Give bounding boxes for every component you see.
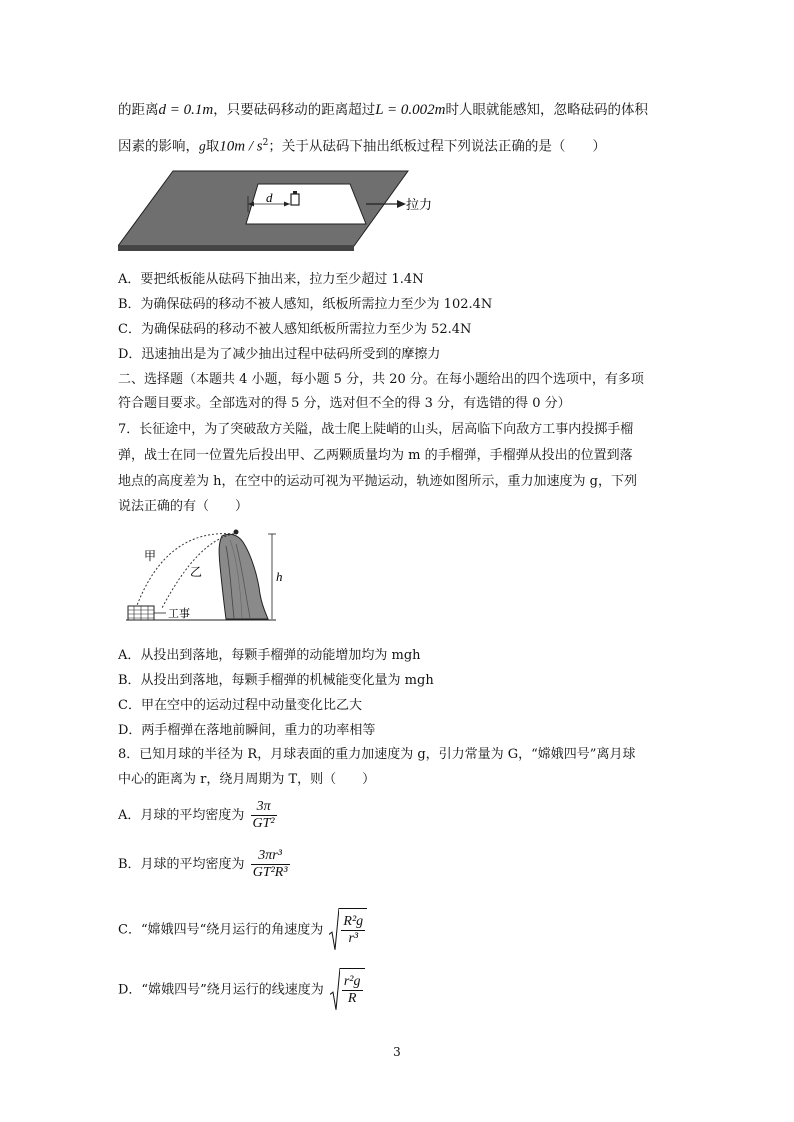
q8-option-a: A．月球的平均密度为 $\frac{3\pi}{\text{GT²}}$ [118,799,275,831]
q6-option-d: D．迅速抽出是为了减少抽出过程中砝码所受到的摩擦力 [118,347,441,362]
table-front-edge [118,246,354,251]
q7-text-line2: 弹，战士在同一位置先后投出甲、乙两颗质量均为 m 的手榴弹，手榴弹从投出的位置到落 [118,448,633,463]
q8-option-c: C．“嫦娥四号“绕月运行的角速度为 $\frac{\text{R²g}}{\text{r³}}$ [118,908,367,953]
q7-option-a: A．从投出到落地，每颗手榴弹的动能增加均为 mgh [118,648,421,663]
weight-icon [291,194,299,205]
fig-label-gongshi: 工事 [168,607,190,620]
q6-text-line1: 的距离d = 0.1m，只要砝码移动的距离超过L = 0.002m时人眼就能感知，忽略砝码的体积 [118,102,648,118]
q7-figure [126,526,286,626]
q8-option-d: D．“嫦娥四号”绕月运行的线速度为 $\frac{\text{r²g}}{R}$ [118,968,365,1013]
q8-option-b: B．月球的平均密度为 $\frac{\text{3πr³}}{\text{GT²R³}}$ [118,848,288,880]
q8-option-a-formula: $\frac{3\pi}{\text{GT²}}$ [252,799,275,831]
section2-heading-line2: 符合题目要求。全部选对的得 5 分，选对但不全的得 3 分，有选错的得 0 分） [118,396,571,411]
page-number: 3 [393,1045,401,1059]
q6-text-line2: 因素的影响，g取$10m / s^2$；关于从砝码下抽出纸板过程下列说法正确的是（ ） [118,138,606,155]
q6-option-c: C．为确保砝码的移动不被人感知纸板所需拉力至少为 52.4N [118,322,472,337]
q7-option-c: C．甲在空中的运动过程中动量变化比乙大 [118,698,362,713]
q8-text-line2: 中心的距离为 r，绕月周期为 T，则（ ） [118,772,376,787]
q6-option-b: B．为确保砝码的移动不被人感知，纸板所需拉力至少为 102.4N [118,297,493,312]
q7-option-b: B．从投出到落地，每颗手榴弹的机械能变化量为 mgh [118,673,434,688]
q8-option-b-formula: $\frac{\text{3πr³}}{\text{GT²R³}}$ [252,848,288,880]
soldier-icon [234,530,239,535]
fig-label-pull: 拉力 [406,198,433,213]
q8-option-d-formula: $\frac{\text{r²g}}{R}$ [330,968,365,1012]
fig-label-yi: 乙 [190,565,203,579]
q8-option-c-formula: $\frac{\text{R²g}}{\text{r³}}$ [329,908,367,952]
q7-text-line1: 7．长征途中，为了突破敌方关隘，战士爬上陡峭的山头，居高临下向敌方工事内投掷手榴 [118,422,634,437]
q8-text-line1: 8．已知月球的半径为 R，月球表面的重力加速度为 g，引力常量为 G，“嫦娥四号”离月球 [118,747,636,762]
section2-heading-line1: 二、选择题（本题共 4 小题，每小题 5 分，共 20 分。在每小题给出的四个选项中，有多项 [118,372,644,387]
q7-text-line4: 说法正确的有（ ） [118,499,249,514]
q7-option-d: D．两手榴弹在落地前瞬间，重力的功率相等 [118,723,376,738]
fig-label-h: h [276,569,283,584]
q7-text-line3: 地点的高度差为 h，在空中的运动可视为平抛运动，轨迹如图所示，重力加速度为 g，下列 [118,474,637,489]
fig-label-d: d [266,190,273,205]
q6-figure [118,166,438,258]
q6-option-a: A．要把纸板能从砝码下抽出来，拉力至少超过 1.4N [118,272,424,287]
fig-label-jia: 甲 [144,549,157,563]
